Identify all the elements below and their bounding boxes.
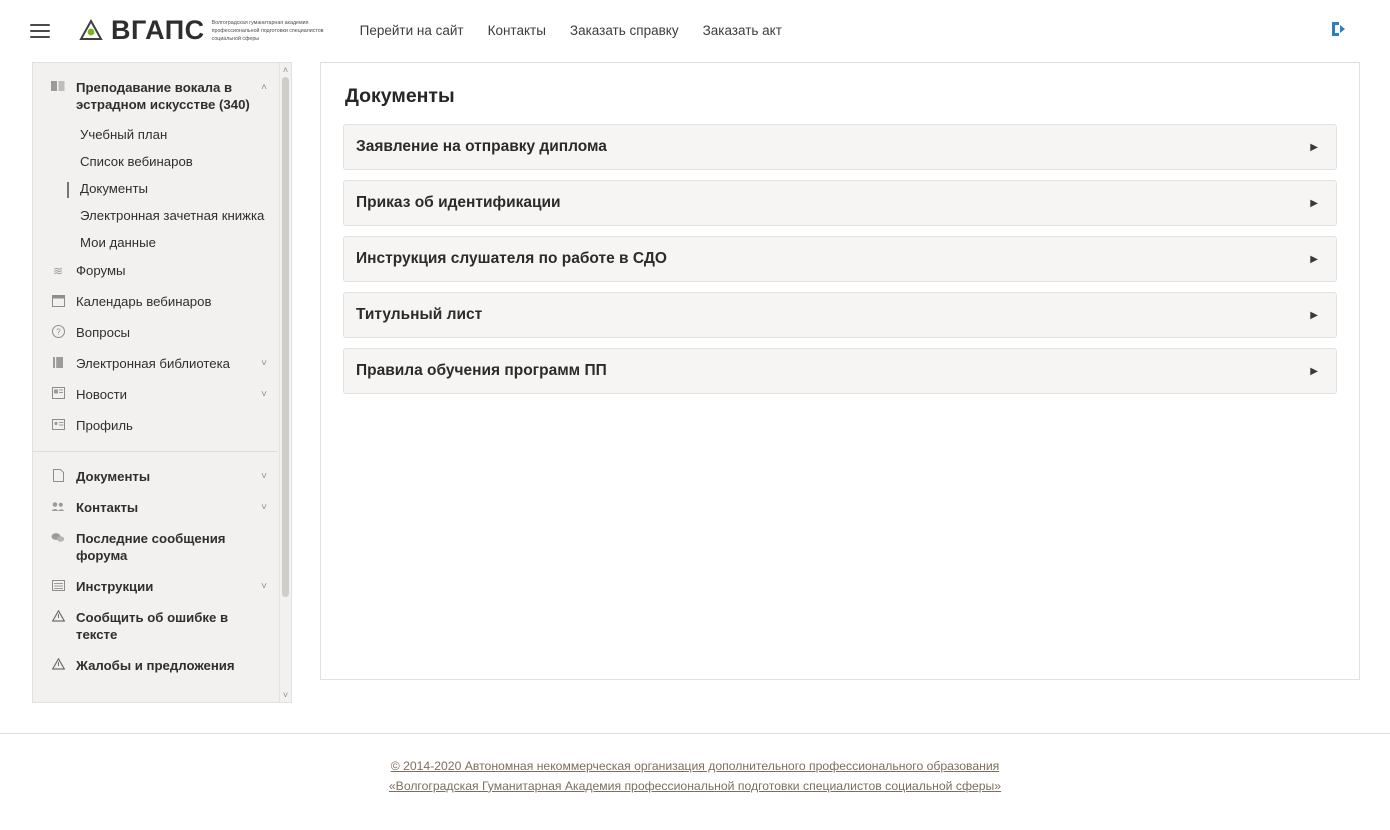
sidebar-item-label: Календарь вебинаров <box>76 293 212 309</box>
sidebar-item-label: Вопросы <box>76 324 131 340</box>
chevron-right-icon[interactable]: ▶ <box>1310 309 1318 321</box>
sidebar-item-instructions[interactable] <box>33 572 277 603</box>
chevron-right-icon[interactable]: ▶ <box>1310 197 1318 209</box>
news-icon <box>49 387 67 403</box>
scroll-down-arrow-icon[interactable]: ˅ <box>282 689 289 700</box>
sidebar-divider <box>33 451 277 452</box>
question-icon <box>49 325 67 342</box>
document-row-diploma-request[interactable] <box>343 124 1337 170</box>
brand-name: ВГАПС <box>111 15 205 45</box>
contacts-icon <box>49 500 67 516</box>
chevron-right-icon[interactable]: ▶ <box>1310 253 1318 265</box>
sidebar-item-complaints-suggestions[interactable] <box>33 651 277 682</box>
document-row-student-instruction[interactable] <box>343 236 1337 282</box>
sidebar-item-label: Профиль <box>76 417 133 433</box>
page-body <box>0 62 1390 703</box>
chevron-down-icon: ˅ <box>261 581 267 593</box>
footer <box>0 733 1390 796</box>
sidebar-item-forums[interactable] <box>33 256 277 287</box>
instructions-icon <box>49 579 67 595</box>
chevron-right-icon[interactable]: ▶ <box>1310 141 1318 153</box>
sidebar-item-webinars-list[interactable]: Список вебинаров <box>80 153 193 169</box>
document-title: Инструкция слушателя по работе в СДО <box>356 250 667 267</box>
sidebar-item-news[interactable] <box>33 380 277 411</box>
document-icon <box>49 469 67 486</box>
document-row-identification-order[interactable] <box>343 180 1337 226</box>
footer-copyright-line-2[interactable]: «Волгоградская Гуманитарная Академия профессиональной подготовки специалистов социальной сферы» <box>388 778 1002 793</box>
chat-icon <box>49 531 67 547</box>
sidebar-item-curriculum[interactable]: Учебный план <box>80 126 168 142</box>
chevron-down-icon: ˅ <box>261 357 267 369</box>
nav-link-order-act[interactable]: Заказать акт <box>702 23 782 38</box>
library-icon <box>49 356 67 373</box>
logo-mark-icon <box>78 18 104 44</box>
chevron-right-icon[interactable]: ▶ <box>1310 365 1318 377</box>
chevron-down-icon: ˅ <box>261 388 267 400</box>
main-content <box>320 62 1360 680</box>
sidebar-item-documents-active[interactable]: Документы <box>33 175 277 202</box>
document-title: Правила обучения программ ПП <box>356 362 607 379</box>
sidebar-item-profile[interactable] <box>33 411 277 442</box>
hamburger-icon[interactable] <box>30 18 56 44</box>
svg-text:?: ? <box>55 327 61 337</box>
sidebar-item-label: Документы <box>76 469 151 485</box>
sidebar-item-questions[interactable] <box>33 318 277 349</box>
calendar-icon <box>49 294 67 311</box>
warning-icon <box>49 610 67 626</box>
sidebar <box>32 62 292 703</box>
document-row-training-rules[interactable] <box>343 348 1337 394</box>
scrollbar-thumb[interactable] <box>282 77 289 597</box>
scroll-up-arrow-icon[interactable]: ˄ <box>282 65 289 75</box>
chevron-down-icon: ˅ <box>261 471 267 483</box>
sidebar-course-submenu <box>33 121 277 148</box>
warning-icon <box>49 658 67 674</box>
sidebar-item-label: Инструкции <box>76 579 154 595</box>
sidebar-item-label: Электронная библиотека <box>76 355 231 371</box>
sidebar-item-label: Сообщить об ошибке в тексте <box>76 610 229 642</box>
nav-link-site[interactable]: Перейти на сайт <box>359 23 464 38</box>
nav-link-order-certificate[interactable]: Заказать справку <box>569 23 679 38</box>
sidebar-item-label: Форумы <box>76 262 126 278</box>
sidebar-item-label: Новости <box>76 386 128 402</box>
sidebar-item-contacts[interactable] <box>33 493 277 524</box>
chevron-up-icon: ˄ <box>261 82 267 93</box>
top-bar <box>0 0 1390 62</box>
sidebar-item-course[interactable] <box>33 73 277 121</box>
document-row-title-page[interactable] <box>343 292 1337 338</box>
chevron-down-icon: ˅ <box>261 502 267 514</box>
sidebar-scrollbar[interactable] <box>279 63 291 702</box>
sidebar-item-label: Последние сообщения форума <box>76 531 226 564</box>
brand-tagline: Волгоградская гуманитарная академия профессиональной подготовки специалистов социальной сферы <box>211 20 324 42</box>
page-title: Документы <box>345 85 455 107</box>
profile-card-icon <box>49 418 67 434</box>
footer-copyright-line-1[interactable]: © 2014-2020 Автономная некоммерческая организация дополнительного профессионального образования <box>390 758 1000 773</box>
top-navigation <box>360 23 782 38</box>
document-title: Титульный лист <box>356 306 483 323</box>
sidebar-course-label: Преподавание вокала в эстрадном искусстве (340) <box>76 80 250 112</box>
book-icon <box>49 80 67 96</box>
nav-link-contacts[interactable]: Контакты <box>487 23 546 38</box>
sidebar-item-library[interactable] <box>33 349 277 380</box>
sidebar-item-webinar-calendar[interactable] <box>33 287 277 318</box>
sidebar-item-documents[interactable] <box>33 462 277 493</box>
sidebar-item-label: Жалобы и предложения <box>76 657 235 673</box>
logout-icon[interactable] <box>1328 19 1348 43</box>
sidebar-item-my-data[interactable]: Мои данные <box>80 234 156 250</box>
brand-logo[interactable] <box>78 15 332 46</box>
forum-icon: ≋ <box>52 263 64 278</box>
document-title: Приказ об идентификации <box>356 194 561 211</box>
sidebar-item-report-text-error[interactable] <box>33 603 277 651</box>
sidebar-item-label: Контакты <box>76 500 139 516</box>
document-title: Заявление на отправку диплома <box>356 138 607 155</box>
sidebar-item-gradebook[interactable]: Электронная зачетная книжка <box>80 207 265 223</box>
sidebar-item-latest-forum-messages[interactable] <box>33 524 277 572</box>
